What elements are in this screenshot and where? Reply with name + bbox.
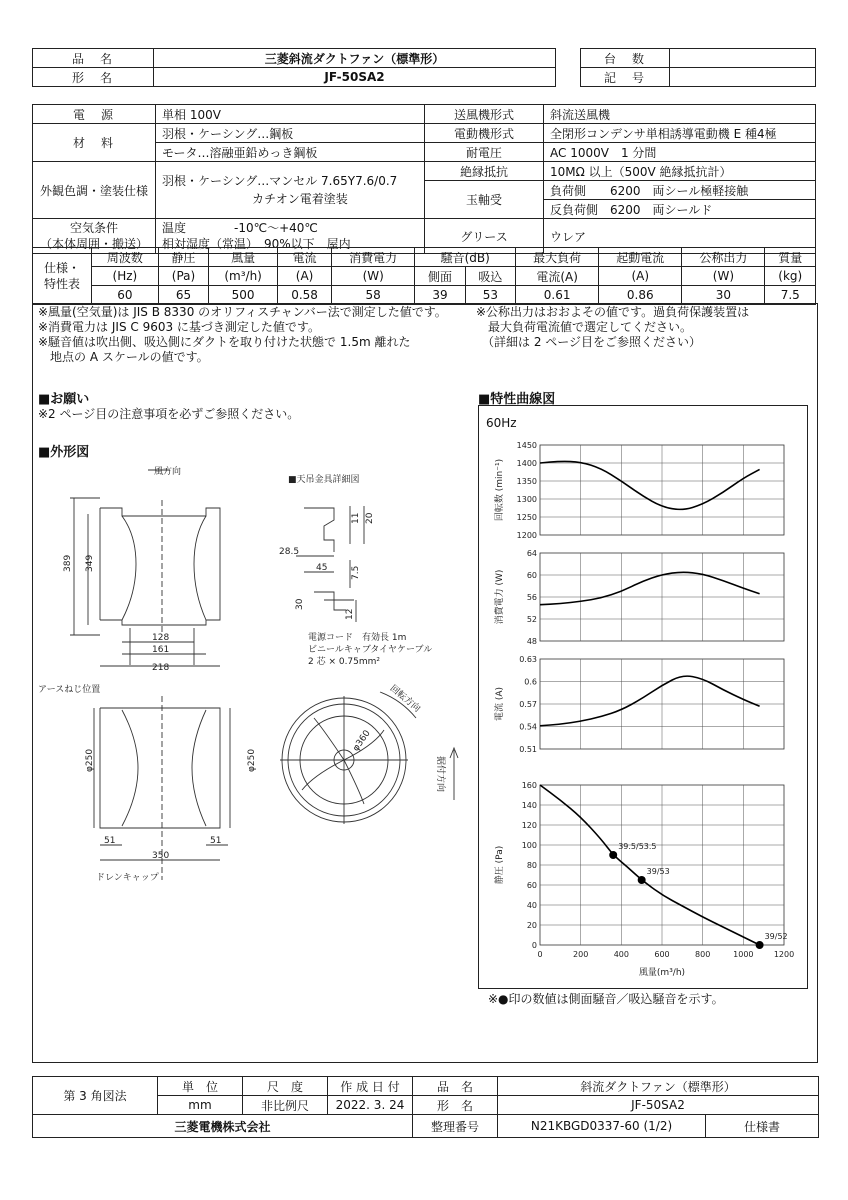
spec-label: 外観色調・塗装仕様 [33,162,156,219]
y-tick-label: 56 [526,593,537,602]
y-tick-label: 1350 [516,477,537,486]
y-tick-label: 48 [526,637,537,646]
perf-header: 質量 [765,248,816,267]
spec-value: ウレア [544,219,816,254]
y-tick-label: 0 [531,941,537,950]
projection: 第 3 角図法 [33,1077,158,1115]
spec-label: （本体周囲・搬送） [39,237,148,251]
docno-head: 整理番号 [413,1115,498,1138]
curves-title: ■特性曲線図 [478,392,556,407]
spec-label: 絶縁抵抗 [425,162,544,181]
spec-value: 斜流送風機 [544,105,816,124]
y-tick-label: 20 [526,921,537,930]
perf-unit: (W) [332,267,415,286]
spec-value: カチオン電着塗装 [252,192,348,206]
y-tick-label: 0.54 [519,722,537,732]
doctype: 仕様書 [706,1115,819,1138]
spec-value: 反負荷側 6200 両シールド [544,200,816,219]
note-line: 地点の A スケールの値です。 [38,350,209,364]
perf-value: 0.58 [278,286,332,305]
dim-label: 20 [365,512,375,524]
dim-label: 11 [351,512,361,524]
y-tick-label: 140 [521,801,537,810]
spec-value: 10MΩ 以上（500V 絶縁抵抗計） [544,162,816,181]
y-tick-label: 0.6 [524,677,537,687]
perf-value: 7.5 [765,286,816,305]
perf-value: 30 [682,286,765,305]
spec-label: 玉軸受 [425,181,544,219]
x-tick-label: 1000 [733,950,754,959]
y-tick-label: 60 [526,881,537,890]
perf-row-label-1: 仕様・ [43,261,80,275]
unit-val: mm [158,1096,243,1115]
spec-value: 相対湿度（常温） 90%以下 屋内 [162,237,351,251]
perf-table [32,247,816,305]
name-head: 品 名 [413,1077,498,1096]
perf-header: 電流 [278,248,332,267]
note-line: ※騒音値は吹出側、吸込側にダクトを取り付けた状態で 1.5m 離れた [38,335,411,349]
spec-label: 材 料 [33,124,156,162]
y-tick-label: 40 [526,901,537,910]
mark-value [670,68,816,87]
docno-val: N21KBGD0337-60 (1/2) [498,1115,706,1138]
qty-value [670,49,816,68]
earth-label: アースねじ位置 [38,685,101,695]
outline-drawing [34,460,464,900]
y-tick-label: 60 [526,571,537,580]
perf-header: 起動電流 [599,248,682,267]
spec-value: モータ…溶融亜鉛めっき鋼板 [156,143,425,162]
perf-value: 65 [158,286,208,305]
annotation-dot [609,851,617,859]
spec-value: 羽根・ケーシング…マンセル 7.65Y7.6/0.7 [162,174,398,188]
perf-header: 最大負荷 [516,248,599,267]
dim-label: 389 [63,554,73,572]
series-line [540,676,760,726]
name-value: 三菱斜流ダクトファン（標準形） [154,49,556,68]
company: 三菱電機株式会社 [33,1115,413,1138]
series-line [540,461,760,509]
y-tick-label: 1300 [516,495,537,504]
annotation-dot [756,941,764,949]
y-tick-label: 0.57 [519,700,537,709]
perf-value: 58 [332,286,415,305]
perf-value: 39 [415,286,465,305]
perf-header: 静圧 [158,248,208,267]
spec-table [32,104,816,254]
cord-label: ビニールキャブタイヤケーブル [308,645,433,655]
dim-label: φ360 [351,728,373,754]
y-axis-label: 静圧 (Pa) [495,845,505,885]
spec-value: 全閉形コンデンサ単相誘導電動機 E 種4極 [544,124,816,143]
rotation-label: 回転方向 [387,683,422,715]
header-table [32,48,556,87]
curves-freq: 60Hz [486,416,517,430]
perf-unit: (m³/h) [209,267,278,286]
outline-title: ■外形図 [38,445,90,460]
qty-table [580,48,816,87]
spec-label: 送風機形式 [425,105,544,124]
series-line [540,572,760,604]
y-tick-label: 120 [521,821,537,830]
notes-right [476,305,749,350]
dim-label: 161 [152,645,170,655]
spec-value: 羽根・ケーシング…鋼板 [156,124,425,143]
perf-unit: (A) [599,267,682,286]
x-tick-label: 400 [613,950,629,959]
y-tick-label: 1450 [516,441,537,450]
perf-row-label [33,248,92,305]
x-axis-label: 風量(m³/h) [638,968,686,978]
perf-unit: 電流(A) [516,267,599,286]
spec-value-block [156,162,425,219]
perf-unit: (Pa) [158,267,208,286]
spec-value: 負荷側 6200 両シール極軽接触 [544,181,816,200]
perf-header: 消費電力 [332,248,415,267]
annotation-label: 39/53 [646,867,670,876]
note-line: ※風量(空気量)は JIS B 8330 のオリフィスチャンバー法で測定した値です。 [38,305,447,319]
request-title: ■お願い [38,392,90,407]
annotation-label: 39/52 [764,932,788,941]
y-tick-label: 80 [526,861,537,870]
name-label: 品 名 [33,49,154,68]
note-line: 最大負荷電流値で選定してください。 [476,320,693,334]
date-val: 2022. 3. 24 [328,1096,413,1115]
dim-label: 51 [210,836,222,846]
model-label: 形 名 [33,68,154,87]
date-head: 作 成 日 付 [328,1077,413,1096]
x-tick-label: 800 [695,950,711,959]
mount-label: 据付方向 [435,756,445,793]
perf-header: 風量 [209,248,278,267]
dim-label: 51 [104,836,116,846]
perf-unit: (W) [682,267,765,286]
y-tick-label: 1400 [516,459,537,468]
y-tick-label: 1250 [516,513,537,522]
footer-table [32,1076,819,1138]
dim-label: 128 [152,633,170,643]
mark-label: 記 号 [581,68,670,87]
model-head: 形 名 [413,1096,498,1115]
cord-label: 2 芯 × 0.75mm² [308,657,381,667]
cord-label: 電源コード 有効長 1m [308,633,407,643]
scale-head: 尺 度 [243,1077,328,1096]
curves-chart [478,405,806,987]
x-tick-label: 200 [573,950,589,959]
scale-val: 非比例尺 [243,1096,328,1115]
x-tick-label: 1200 [773,950,795,959]
perf-unit: (Hz) [92,267,159,286]
y-tick-label: 160 [521,781,537,790]
spec-label: グリース [425,219,544,254]
name-val: 斜流ダクトファン（標準形） [498,1077,819,1096]
spec-label: 電 源 [33,105,156,124]
dim-label: φ250 [247,748,257,772]
x-tick-label: 0 [537,950,543,959]
perf-unit: (A) [278,267,332,286]
perf-value: 0.86 [599,286,682,305]
y-tick-label: 64 [526,549,537,558]
spec-value: 温度 -10℃～+40℃ [162,221,318,235]
note-line: ※消費電力は JIS C 9603 に基づき測定した値です。 [38,320,320,334]
dim-label: 350 [152,851,170,861]
model-val: JF-50SA2 [498,1096,819,1115]
dim-label: ■天吊金具詳細図 [288,475,360,485]
spec-value: AC 1000V 1 分間 [544,143,816,162]
dim-label: 風方向 [154,467,182,477]
perf-value: 60 [92,286,159,305]
annotation-label: 39.5/53.5 [618,842,657,851]
dim-label: 12 [345,608,355,620]
note-line: （詳細は 2 ページ目をご参照ください） [476,335,702,349]
perf-unit: 吸込 [465,267,515,286]
y-axis-label: 電流 (A) [495,686,505,722]
spec-label: 空気条件 [69,221,118,235]
y-tick-label: 0.63 [519,655,537,664]
dim-label: φ250 [85,748,95,772]
perf-row-label-2: 特性表 [43,277,80,291]
curves-footnote: ※●印の数値は側面騒音／吸込騒音を示す。 [488,992,724,1006]
y-tick-label: 0.51 [519,745,537,754]
perf-value: 0.61 [516,286,599,305]
perf-value: 500 [209,286,278,305]
y-axis-label: 回転数 (min⁻¹) [495,458,505,522]
annotation-dot [638,876,646,884]
qty-label: 台 数 [581,49,670,68]
dim-label: 7.5 [351,565,361,580]
request-text: ※2 ページ目の注意事項を必ずご参照ください。 [38,407,300,421]
dim-label: 349 [85,554,95,572]
dim-label: 45 [316,563,328,573]
dim-label: 28.5 [279,547,300,557]
perf-header: 周波数 [92,248,159,267]
perf-unit: 側面 [415,267,465,286]
model-value: JF-50SA2 [154,68,556,87]
y-tick-label: 52 [526,615,537,624]
unit-head: 単 位 [158,1077,243,1096]
spec-value: 単相 100V [156,105,425,124]
perf-header: 騒音(dB) [415,248,516,267]
y-tick-label: 100 [521,841,537,850]
dim-label: 30 [295,598,305,610]
perf-value: 53 [465,286,515,305]
spec-label: 耐電圧 [425,143,544,162]
perf-header: 公称出力 [682,248,765,267]
y-tick-label: 1200 [516,531,537,540]
note-line: ※公称出力はおおよその値です。過負荷保護装置は [476,305,750,319]
notes-left [38,305,447,365]
spec-label: 電動機形式 [425,124,544,143]
x-tick-label: 600 [654,950,670,959]
drain-label: ドレンキャップ [96,873,159,883]
y-axis-label: 消費電力 (W) [495,569,505,625]
dim-label: 218 [152,663,170,673]
perf-unit: (kg) [765,267,816,286]
